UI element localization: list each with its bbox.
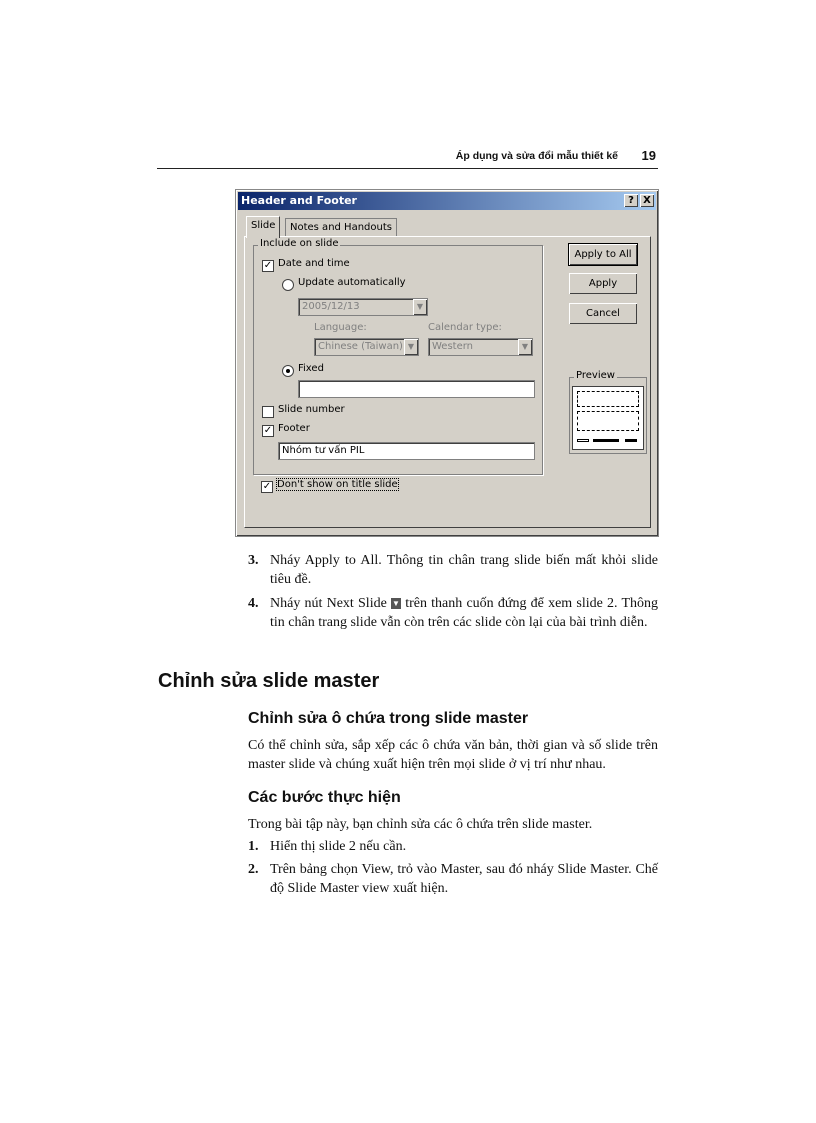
date-time-label: Date and time [278,258,350,269]
chevron-down-icon[interactable]: ▼ [518,339,532,355]
step-text: Trên bảng chọn View, trỏ vào Master, sau đó nháy Slide Master. Chế độ Slide Master view xuất hiện. [270,862,658,896]
running-header-title: Áp dụng và sửa đổi mẫu thiết kế [455,150,618,162]
step-number: 1. [248,839,259,854]
list-item [248,860,658,898]
footer-label: Footer [278,423,310,434]
subsection-heading: Chỉnh sửa ô chứa trong slide master [248,710,529,727]
language-dropdown[interactable] [314,338,419,356]
date-format-value: 2005/12/13 [302,301,360,312]
paragraph: Có thể chỉnh sửa, sắp xếp các ô chứa văn bản, thời gian và số slide trên master slide và chúng xuất hiện trên mọi slide ở vị trí như nhau. [248,738,658,772]
step-text-before: Nháy nút Next Slide [270,596,387,611]
list-item [248,594,658,651]
page-number: 19 [641,148,656,163]
subsection-heading: Các bước thực hiện [248,789,401,806]
preview-label: Preview [576,370,615,381]
calendar-label: Calendar type: [428,322,502,333]
fixed-label: Fixed [298,363,324,374]
running-header [157,148,658,169]
step-text: Nháy Apply to All. Thông tin chân trang slide biến mất khỏi slide tiêu đề. [270,553,658,587]
paragraph: Trong bài tập này, bạn chỉnh sửa các ô chứa trên slide master. [248,817,593,832]
date-placeholder [577,439,589,442]
calendar-value: Western [432,341,474,352]
tab-slide[interactable]: Slide [246,216,280,238]
date-time-checkbox[interactable]: ✓ [263,260,273,271]
step-number: 2. [248,862,259,877]
body-placeholder [577,411,639,431]
footer-checkbox[interactable]: ✓ [263,425,273,436]
help-button[interactable]: ? [624,194,638,207]
calendar-dropdown[interactable] [428,338,533,356]
list-item [248,837,658,856]
tab-notes-handouts[interactable]: Notes and Handouts [285,218,397,237]
fixed-input[interactable] [298,380,535,398]
next-slide-icon: ▼ [392,599,400,609]
date-format-dropdown[interactable] [298,298,428,316]
list-item [248,551,658,589]
tab-panel [244,236,651,528]
title-placeholder [577,391,639,407]
dont-show-label: Don't show on title slide [277,479,398,490]
language-label: Language: [314,322,367,333]
preview-slide [572,386,644,450]
step-text: Hiển thị slide 2 nếu cần. [270,839,407,854]
language-value: Chinese (Taiwan) [318,341,403,352]
update-auto-label: Update automatically [298,277,406,288]
step-text-after: trên thanh cuốn đứng để xem slide 2. Thông tin chân trang slide vẫn còn trên các slide còn lại của bài trình diễn. [270,596,658,630]
group-label: Include on slide [260,238,339,249]
dont-show-checkbox[interactable]: ✓ [262,481,272,492]
slide-number-checkbox[interactable] [262,406,274,418]
slide-number-label: Slide number [278,404,345,415]
footer-input[interactable]: Nhóm tư vấn PIL [278,442,535,460]
close-button[interactable]: X [640,194,654,207]
header-footer-dialog [235,189,659,537]
cancel-button[interactable]: Cancel [569,303,637,324]
dialog-titlebar [238,192,656,210]
include-on-slide-group [253,238,543,475]
chevron-down-icon[interactable]: ▼ [413,299,427,315]
step-number: 4. [248,596,259,611]
fixed-radio[interactable] [282,365,294,377]
footer-placeholder [593,439,619,442]
update-auto-radio[interactable] [282,279,294,291]
apply-button[interactable]: Apply [569,273,637,294]
preview-group [569,370,647,454]
apply-to-all-button[interactable]: Apply to All [568,243,638,266]
number-placeholder [625,439,637,442]
step-text [270,594,658,632]
section-heading: Chỉnh sửa slide master [158,670,380,692]
step-number: 3. [248,553,259,568]
chevron-down-icon[interactable]: ▼ [404,339,418,355]
dialog-title: Header and Footer [241,194,357,207]
